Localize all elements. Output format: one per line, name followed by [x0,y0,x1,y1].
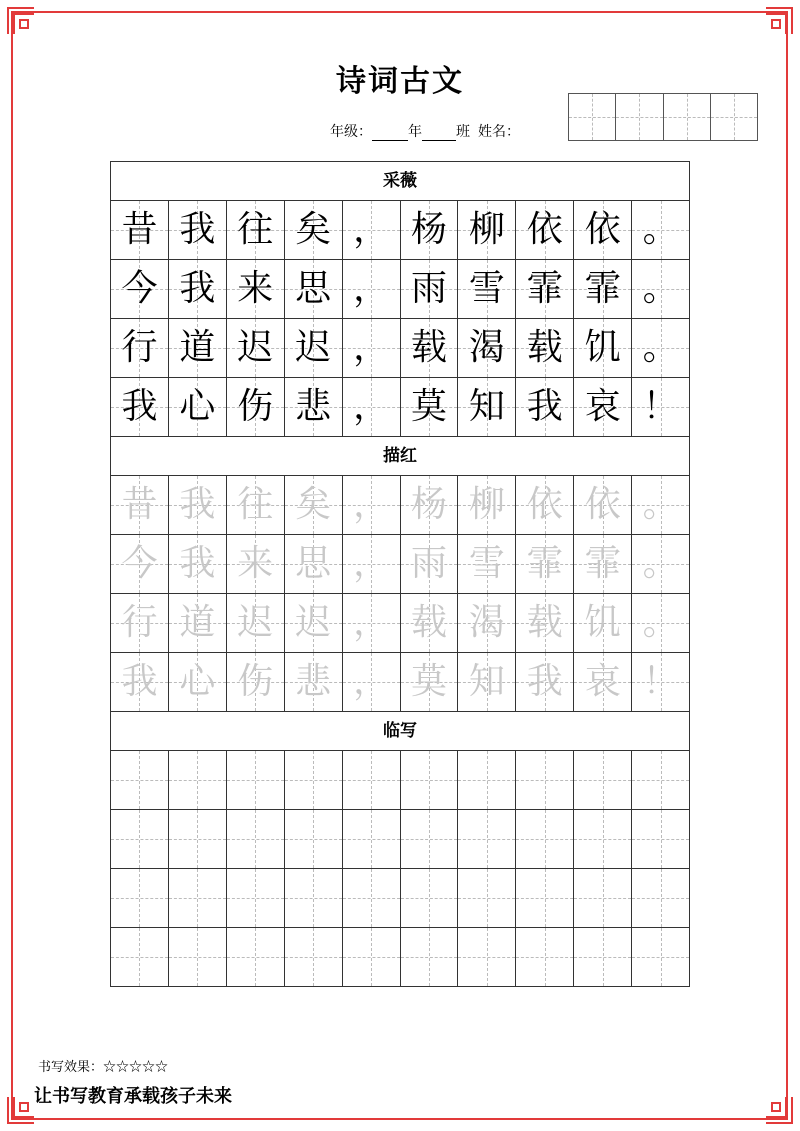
trace-row [111,535,689,594]
corner-ornament-bottom-left [6,1095,36,1125]
copy-row [111,751,689,810]
rating-label: 书写效果： [38,1060,104,1075]
trace-char: 。 [642,484,679,525]
poem-title: 采薇 [111,162,689,201]
poem-char: 往 [237,209,274,250]
copy-cell[interactable] [516,810,574,868]
trace-section-title: 描红 [111,436,689,476]
trace-cell [169,535,227,593]
trace-char: 知 [468,661,505,702]
poem-cell [516,201,574,259]
poem-cell [227,378,285,436]
poem-char: 依 [584,209,621,250]
page-title: 诗词古文 [336,64,464,99]
poem-char: 今 [121,268,158,309]
trace-cell [401,653,459,711]
copy-cell[interactable] [111,810,169,868]
trace-char: 我 [121,661,158,702]
year-label: 年 [408,124,422,140]
copy-cell[interactable] [111,869,169,927]
poem-cell [574,319,632,377]
poem-cell [343,260,401,318]
trace-cell [516,653,574,711]
poem-cell [632,260,689,318]
poem-char: 载 [410,327,447,368]
poem-cell [401,319,459,377]
poem-char: 我 [526,386,563,427]
poem-char: 道 [179,327,216,368]
trace-cell [574,594,632,652]
copy-cell[interactable] [401,810,459,868]
poem-char: 我 [179,268,216,309]
copy-cell[interactable] [285,869,343,927]
poem-cell [227,260,285,318]
trace-char: 载 [526,602,563,643]
copy-cell[interactable] [574,810,632,868]
trace-char: 今 [121,543,158,584]
poem-cell [516,260,574,318]
copy-row [111,928,689,986]
poem-cell [516,378,574,436]
writing-rating [38,1056,168,1075]
copy-cell[interactable] [574,869,632,927]
poem-cell [574,260,632,318]
copy-cell[interactable] [632,751,689,809]
poem-row [111,201,689,260]
poem-char: 霏 [526,268,563,309]
trace-cell [632,594,689,652]
copy-cell[interactable] [227,751,285,809]
poem-char: 伤 [237,386,274,427]
trace-cell [169,476,227,534]
poem-cell [227,319,285,377]
trace-cell [632,653,689,711]
trace-cell [632,535,689,593]
copy-cell[interactable] [169,810,227,868]
poem-cell [285,378,343,436]
copy-cell[interactable] [111,928,169,986]
trace-cell [343,476,401,534]
copy-cell[interactable] [458,810,516,868]
poem-cell [111,378,169,436]
poem-char: 思 [295,268,332,309]
trace-cell [516,594,574,652]
copy-cell[interactable] [227,869,285,927]
poem-cell [169,378,227,436]
trace-char: 往 [237,484,274,525]
trace-char: 。 [642,543,679,584]
poem-char: ， [353,327,390,368]
poem-char: 行 [121,327,158,368]
copy-cell[interactable] [632,869,689,927]
poem-cell [169,260,227,318]
poem-cell [169,319,227,377]
copy-cell[interactable] [401,928,459,986]
poem-char: 矣 [295,209,332,250]
poem-char: 来 [237,268,274,309]
trace-row [111,594,689,653]
poem-char: 柳 [468,209,505,250]
poem-char: 知 [468,386,505,427]
copy-cell[interactable] [458,751,516,809]
trace-cell [516,476,574,534]
copy-cell[interactable] [516,928,574,986]
copy-cell[interactable] [285,751,343,809]
trace-grid [111,476,689,711]
copy-cell[interactable] [574,751,632,809]
trace-char: 思 [295,543,332,584]
trace-cell [227,594,285,652]
name-label: 姓名： [478,124,520,140]
trace-char: ， [353,484,390,525]
poem-char: 哀 [584,386,621,427]
poem-char: ， [353,268,390,309]
poem-cell [285,201,343,259]
poem-char: 迟 [237,327,274,368]
trace-char: 载 [410,602,447,643]
copy-cell[interactable] [458,928,516,986]
copy-cell[interactable] [458,869,516,927]
trace-char: 饥 [584,602,621,643]
trace-char: 杨 [410,484,447,525]
trace-cell [227,653,285,711]
trace-char: 柳 [468,484,505,525]
poem-cell [632,201,689,259]
trace-cell [111,653,169,711]
copy-section-title: 临写 [111,711,689,751]
trace-cell [285,535,343,593]
poem-cell [516,319,574,377]
poem-cell [632,319,689,377]
poem-char: ！ [642,386,679,427]
poem-char: 我 [179,209,216,250]
trace-row [111,476,689,535]
trace-char: ， [353,602,390,643]
trace-char: 雨 [410,543,447,584]
trace-char: 雪 [468,543,505,584]
poem-cell [401,260,459,318]
trace-char: 迟 [237,602,274,643]
poem-char: 。 [642,327,679,368]
poem-char: 心 [179,386,216,427]
poem-char: ， [353,386,390,427]
copy-cell[interactable] [574,928,632,986]
poem-char: 载 [526,327,563,368]
poem-char: 。 [642,209,679,250]
trace-cell [285,594,343,652]
trace-cell [169,594,227,652]
poem-cell [111,319,169,377]
copy-cell[interactable] [401,869,459,927]
trace-cell [343,594,401,652]
poem-cell [285,319,343,377]
copy-cell[interactable] [343,869,401,927]
trace-cell [458,594,516,652]
copy-cell[interactable] [227,810,285,868]
poem-char: 依 [526,209,563,250]
poem-char: 莫 [410,386,447,427]
trace-char: 依 [526,484,563,525]
copy-cell[interactable] [343,751,401,809]
footer-slogan: 让书写教育承载孩子未来 [34,1086,232,1107]
trace-row [111,653,689,711]
poem-char: 我 [121,386,158,427]
poem-cell [458,378,516,436]
trace-cell [111,535,169,593]
corner-ornament-top-left [6,6,36,36]
trace-cell [227,535,285,593]
trace-char: 悲 [295,661,332,702]
corner-ornament-bottom-right [764,1095,794,1125]
poem-cell [574,378,632,436]
copy-cell[interactable] [343,928,401,986]
student-info-line [330,121,520,141]
poem-cell [458,201,516,259]
trace-char: 依 [584,484,621,525]
trace-char: 霏 [584,543,621,584]
copy-cell[interactable] [227,928,285,986]
trace-char: 霏 [526,543,563,584]
poem-char: 饥 [584,327,621,368]
trace-cell [227,476,285,534]
poem-cell [111,260,169,318]
trace-cell [574,535,632,593]
poem-cell [401,378,459,436]
name-writing-box[interactable] [568,93,758,141]
trace-cell [458,476,516,534]
trace-cell [111,476,169,534]
trace-char: 渴 [468,602,505,643]
corner-ornament-top-right [764,6,794,36]
poem-char: 。 [642,268,679,309]
grade-blank[interactable] [372,126,408,141]
trace-char: 我 [526,661,563,702]
poem-cell [343,319,401,377]
poem-cell [111,201,169,259]
copy-cell[interactable] [401,751,459,809]
trace-char: 迟 [295,602,332,643]
trace-cell [285,476,343,534]
copy-cell[interactable] [169,751,227,809]
poem-row [111,378,689,436]
copy-cell[interactable] [632,810,689,868]
copy-cell[interactable] [285,928,343,986]
class-label: 班 [456,124,470,140]
poem-char: 昔 [121,209,158,250]
trace-cell [401,594,459,652]
copy-row [111,869,689,928]
trace-char: 哀 [584,661,621,702]
trace-char: 来 [237,543,274,584]
poem-row [111,260,689,319]
trace-cell [169,653,227,711]
trace-cell [574,476,632,534]
trace-char: 矣 [295,484,332,525]
trace-cell [111,594,169,652]
copy-cell[interactable] [343,810,401,868]
copy-cell[interactable] [516,751,574,809]
poem-char: 渴 [468,327,505,368]
trace-cell [343,535,401,593]
copy-cell[interactable] [632,928,689,986]
rating-stars[interactable]: ☆☆☆☆☆ [103,1060,169,1075]
trace-char: 道 [179,602,216,643]
copy-cell[interactable] [285,810,343,868]
trace-char: ， [353,543,390,584]
copy-cell[interactable] [516,869,574,927]
poem-cell [227,201,285,259]
trace-char: 心 [179,661,216,702]
poem-char: ， [353,209,390,250]
grade-label: 年级： [330,124,372,140]
trace-char: 莫 [410,661,447,702]
trace-char: ！ [642,661,679,702]
poem-cell [574,201,632,259]
copy-cell[interactable] [169,869,227,927]
poem-grid [111,201,689,436]
poem-char: 杨 [410,209,447,250]
trace-cell [401,535,459,593]
trace-cell [343,653,401,711]
trace-char: 伤 [237,661,274,702]
poem-cell [169,201,227,259]
trace-cell [458,653,516,711]
trace-cell [401,476,459,534]
copy-cell[interactable] [169,928,227,986]
poem-cell [343,378,401,436]
class-blank[interactable] [422,126,456,141]
poem-char: 雨 [410,268,447,309]
poem-cell [458,319,516,377]
poem-cell [343,201,401,259]
poem-cell [458,260,516,318]
trace-char: 我 [179,484,216,525]
poem-char: 霏 [584,268,621,309]
poem-char: 雪 [468,268,505,309]
trace-char: ， [353,661,390,702]
trace-cell [632,476,689,534]
trace-cell [285,653,343,711]
trace-cell [516,535,574,593]
poem-char: 迟 [295,327,332,368]
poem-cell [401,201,459,259]
practice-sheet [110,161,690,987]
trace-char: 。 [642,602,679,643]
poem-row [111,319,689,378]
poem-cell [285,260,343,318]
copy-grid[interactable] [111,751,689,986]
trace-cell [574,653,632,711]
poem-cell [632,378,689,436]
copy-cell[interactable] [111,751,169,809]
trace-char: 行 [121,602,158,643]
trace-cell [458,535,516,593]
trace-char: 我 [179,543,216,584]
trace-char: 昔 [121,484,158,525]
copy-row [111,810,689,869]
poem-char: 悲 [295,386,332,427]
